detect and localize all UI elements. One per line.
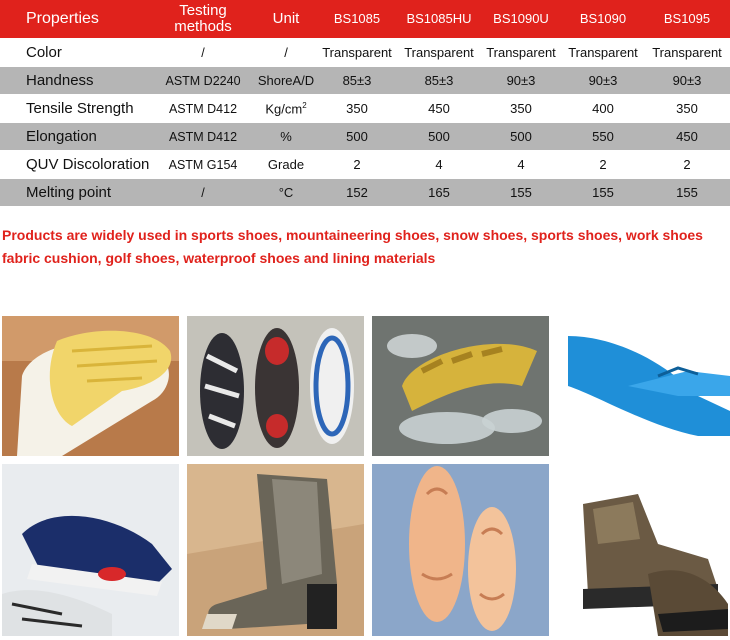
value-cell: 155 [480, 179, 562, 207]
test-method: ASTM D412 [150, 123, 256, 151]
test-method: ASTM G154 [150, 151, 256, 179]
value-cell: 550 [562, 123, 644, 151]
value-cell: 500 [316, 123, 398, 151]
value-cell: 2 [562, 151, 644, 179]
value-cell: Transparent [644, 39, 730, 67]
value-cell: 4 [398, 151, 480, 179]
unit: / [256, 39, 316, 67]
table-row [0, 39, 730, 67]
unit-text: Kg/cm [265, 101, 303, 117]
property-name: Melting point [0, 179, 150, 207]
photo-running-shoes [2, 464, 179, 636]
property-name: Tensile Strength [0, 95, 150, 123]
property-name: Handness [0, 67, 150, 95]
table-row [0, 95, 730, 123]
value-cell: 400 [562, 95, 644, 123]
value-cell: Transparent [398, 39, 480, 67]
value-cell: 350 [316, 95, 398, 123]
value-cell: 85±3 [316, 67, 398, 95]
test-method: ASTM D412 [150, 95, 256, 123]
header-unit: Unit [256, 0, 316, 39]
header-bs1090: BS1090 [562, 0, 644, 39]
value-cell: 350 [644, 95, 730, 123]
table-row [0, 151, 730, 179]
unit: °C [256, 179, 316, 207]
property-name: Elongation [0, 123, 150, 151]
value-cell: 4 [480, 151, 562, 179]
header-properties: Properties [0, 0, 150, 39]
unit: Grade [256, 151, 316, 179]
applications-description: Products are widely used in sports shoes, mountaineering shoes, snow shoes, sports shoes, work shoes fabric cushion, golf shoes, waterproof shoes and lining materials [2, 227, 703, 266]
table-header-row [0, 0, 730, 39]
value-cell: 450 [644, 123, 730, 151]
photo-ankle-boot [187, 464, 364, 636]
property-name: Color [0, 39, 150, 67]
value-cell: 500 [480, 123, 562, 151]
value-cell: Transparent [480, 39, 562, 67]
value-cell: 2 [644, 151, 730, 179]
value-cell: 350 [480, 95, 562, 123]
header-testing-methods: Testing methods [150, 0, 256, 39]
photo-clear-outsoles [372, 316, 549, 456]
value-cell: 90±3 [562, 67, 644, 95]
property-name: QUV Discoloration [0, 151, 150, 179]
photo-hiking-boots [568, 464, 730, 636]
header-bs1095: BS1095 [644, 0, 730, 39]
unit: ShoreA/D [256, 67, 316, 95]
value-cell: 85±3 [398, 67, 480, 95]
unit: % [256, 123, 316, 151]
value-cell: 155 [644, 179, 730, 207]
header-bs1085hu: BS1085HU [398, 0, 480, 39]
header-bs1085: BS1085 [316, 0, 398, 39]
value-cell: 90±3 [480, 67, 562, 95]
value-cell: 165 [398, 179, 480, 207]
value-cell: Transparent [562, 39, 644, 67]
unit-superscript: 2 [302, 100, 307, 110]
table-row [0, 67, 730, 95]
value-cell: Transparent [316, 39, 398, 67]
photo-yellow-insole-sole [2, 316, 179, 456]
photo-sports-soles [187, 316, 364, 456]
header-bs1090u: BS1090U [480, 0, 562, 39]
table-row [0, 179, 730, 207]
photo-insoles [372, 464, 549, 636]
test-method: / [150, 39, 256, 67]
test-method: / [150, 179, 256, 207]
photo-blue-shoe [568, 316, 730, 456]
properties-table [0, 0, 730, 206]
value-cell: 90±3 [644, 67, 730, 95]
unit [256, 95, 316, 123]
value-cell: 450 [398, 95, 480, 123]
value-cell: 152 [316, 179, 398, 207]
value-cell: 155 [562, 179, 644, 207]
test-method: ASTM D2240 [150, 67, 256, 95]
table-row [0, 123, 730, 151]
value-cell: 2 [316, 151, 398, 179]
value-cell: 500 [398, 123, 480, 151]
